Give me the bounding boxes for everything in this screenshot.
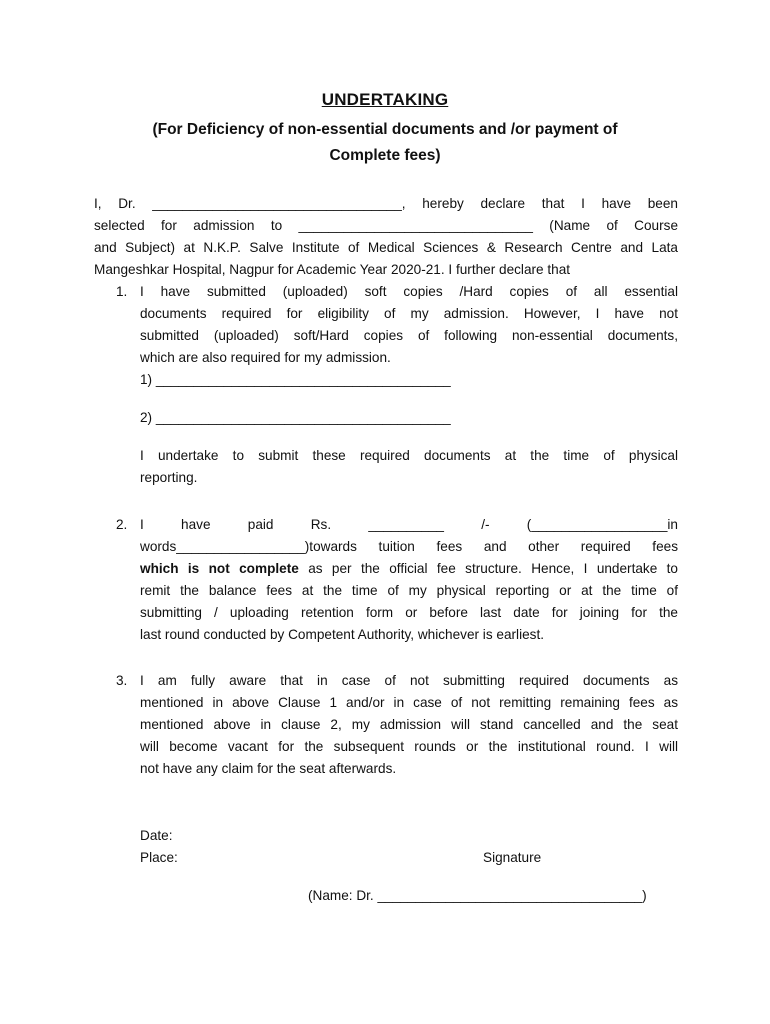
document-title: UNDERTAKING [321, 90, 449, 109]
clause-2-line-3-rest: as per the official fee structure. Hence, I undertake to [298, 561, 678, 576]
clause-2-line-1: I have paid Rs. __________ /- (__________________in [140, 517, 678, 532]
clause-2-line-2: words_________________)towards tuition fees and other required fees [140, 539, 678, 554]
clause-2-line-3 [140, 558, 678, 580]
clause-3-line-3: mentioned above in clause 2, my admission will stand cancelled and the seat [140, 717, 678, 732]
clause-3-line-5: not have any claim for the seat afterwards. [140, 761, 397, 776]
clause-3 [94, 670, 678, 780]
clause-3-number: 3. [116, 673, 128, 688]
intro-line-4: Mangeshkar Hospital, Nagpur for Academic Year 2020-21. I further declare that [94, 262, 571, 277]
clause-1-line-3: submitted (uploaded) soft/Hard copies of following non-essential documents, [140, 328, 678, 343]
document-blank-1: 1) _______________________________________ [140, 372, 451, 387]
subtitle-line-2: Complete fees) [329, 147, 441, 164]
clause-2-line-5: submitting / uploading retention form or before last date for joining for the [140, 605, 678, 620]
clause-2 [94, 514, 678, 646]
undertake-line-1: I undertake to submit these required documents at the time of physical [140, 448, 678, 463]
clause-2-number: 2. [116, 517, 128, 532]
declaration-intro [94, 193, 678, 281]
clause-3-line-2: mentioned in above Clause 1 and/or in case of not remitting remaining fees as [140, 695, 678, 710]
clause-1 [94, 281, 678, 489]
intro-line-1: I, Dr. _________________________________, hereby declare that I have been [94, 196, 678, 211]
date-label: Date: [140, 828, 173, 843]
clause-2-line-4: remit the balance fees at the time of my physical reporting or at the time of [140, 583, 678, 598]
place-label: Place: [140, 850, 178, 865]
clause-1-line-4: which are also required for my admission. [140, 350, 391, 365]
document-blank-2: 2) _______________________________________ [140, 410, 451, 425]
clause-1-line-1: I have submitted (uploaded) soft copies /Hard copies of all essential [140, 284, 678, 299]
subtitle-line-1: (For Deficiency of non-essential documents and /or payment of [152, 121, 618, 138]
intro-line-2: selected for admission to _______________________________ (Name of Course [94, 218, 678, 233]
name-line: (Name: Dr. ___________________________________) [308, 888, 647, 903]
document-subtitle [120, 117, 650, 169]
undertake-line-2: reporting. [140, 470, 198, 485]
not-complete-bold: which is not complete [140, 561, 299, 576]
clause-2-line-6: last round conducted by Competent Authority, whichever is earliest. [140, 627, 544, 642]
clause-1-line-2: documents required for eligibility of my admission. However, I have not [140, 306, 678, 321]
clause-3-line-1: I am fully aware that in case of not submitting required documents as [140, 673, 678, 688]
signature-label: Signature [483, 850, 542, 865]
intro-line-3: and Subject) at N.K.P. Salve Institute of Medical Sciences & Research Centre and Lata [94, 240, 678, 255]
clause-3-line-4: will become vacant for the subsequent rounds or the institutional round. I will [140, 739, 678, 754]
clause-1-number: 1. [116, 284, 128, 299]
